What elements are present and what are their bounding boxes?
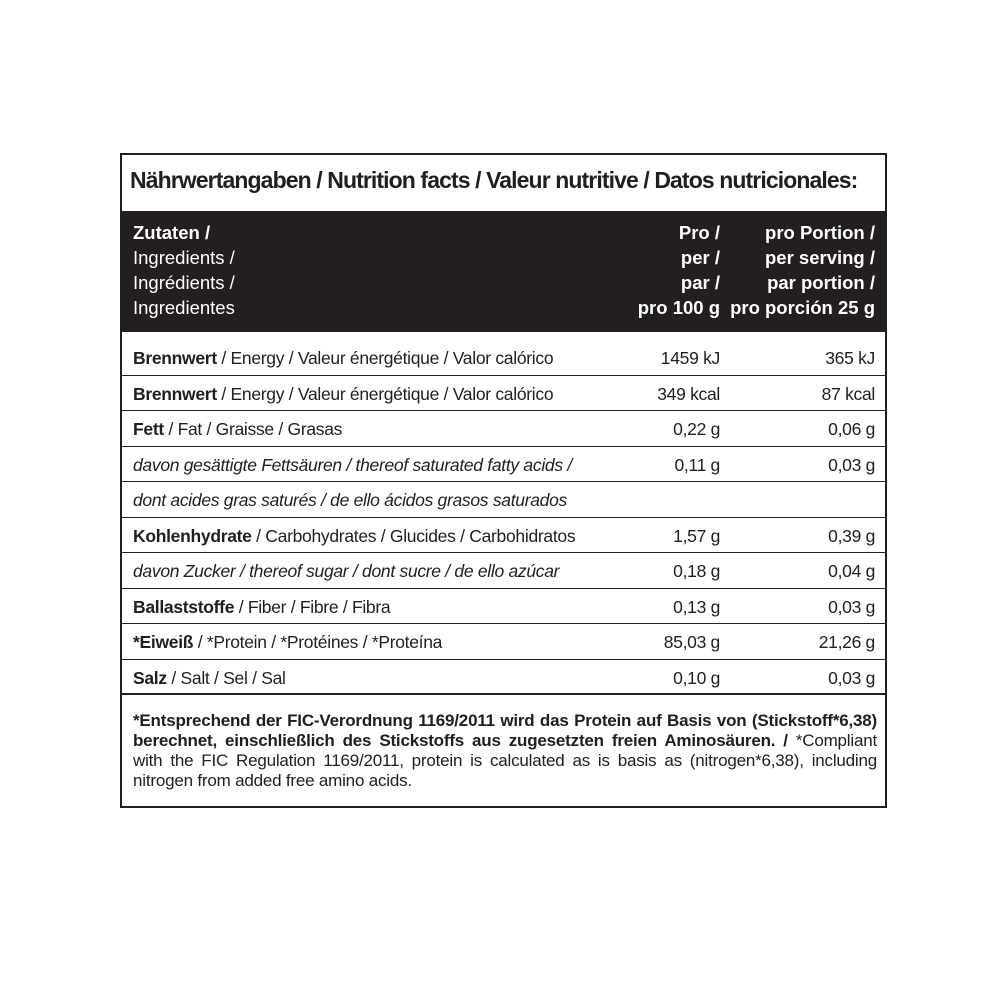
header-ingredients-line: Ingrédients / — [133, 272, 235, 293]
protein-footnote — [133, 711, 877, 791]
value-per-100g: 0,22 g — [673, 419, 720, 439]
row-label — [133, 419, 342, 440]
row-label-italic: davon gesättigte Fettsäuren / thereof saturated fatty acids / — [133, 454, 572, 475]
row-label — [133, 632, 442, 653]
table-row-energy-kcal — [122, 376, 885, 412]
header-per-serving — [730, 220, 875, 320]
value-per-serving: 0,06 g — [828, 419, 875, 439]
table-row-energy-kj — [122, 340, 885, 376]
value-per-100g: 1,57 g — [673, 525, 720, 546]
header-serving-line: pro porción 25 g — [730, 297, 875, 318]
row-label — [133, 597, 390, 618]
row-label-bold: Ballaststoffe — [133, 596, 235, 617]
row-label-rest: / Energy / Valeur énergétique / Valor calórico — [216, 383, 554, 404]
value-per-100g: 0,13 g — [673, 596, 720, 617]
header-ingredients — [133, 220, 235, 320]
value-per-100g: 349 kcal — [657, 383, 720, 404]
value-per-serving: 365 kJ — [825, 348, 875, 368]
table-row-sugar — [122, 553, 885, 589]
panel-title: Nährwertangaben / Nutrition facts / Valeur nutritive / Datos nutricionales: — [130, 167, 858, 193]
table-row-fiber — [122, 589, 885, 625]
header-per100-line: pro 100 g — [637, 297, 720, 318]
header-per100-line: Pro / — [678, 222, 720, 243]
row-label-italic: dont acides gras saturés / de ello ácidos grasos saturados — [133, 490, 567, 510]
row-label-rest: / Energy / Valeur énergétique / Valor calórico — [216, 348, 554, 368]
value-per-serving: 0,04 g — [828, 561, 875, 581]
value-per-100g: 1459 kJ — [660, 348, 720, 368]
value-per-serving: 87 kcal — [821, 383, 875, 404]
header-per-100g — [638, 220, 720, 320]
footnote-text: *Compliant with the FIC Regulation 1169/2011, protein is calculated as is basis as (nitrogen*6,38), including nitrogen from added free amino acids. — [133, 731, 877, 790]
row-label-rest: / Carbohydrates / Glucides / Carbohidratos — [251, 525, 576, 546]
row-label — [133, 526, 575, 547]
header-ingredients-line: Ingredients / — [133, 247, 235, 268]
header-per100-line: per / — [680, 247, 720, 268]
row-label-bold: Fett — [133, 419, 164, 439]
value-per-100g: 85,03 g — [663, 632, 720, 652]
table-row-carbohydrates — [122, 518, 885, 554]
table-row-fat — [122, 411, 885, 447]
row-label-bold: Brennwert — [133, 348, 217, 368]
row-label-bold: Kohlenhydrate — [133, 525, 252, 546]
table-row-salt — [122, 660, 885, 696]
row-label — [133, 384, 553, 405]
header-serving-line: pro Portion / — [765, 222, 875, 243]
value-per-100g: 0,11 g — [674, 454, 720, 475]
header-serving-line: par portion / — [767, 272, 875, 293]
row-label-rest: / Fat / Graisse / Grasas — [163, 419, 343, 439]
table-row-saturated-fat-continued — [122, 482, 885, 518]
value-per-serving: 0,03 g — [828, 596, 875, 617]
footnote-bold: *Entsprechend der FIC-Verordnung 1169/2011 wird das Protein auf Basis von (Stickstoff*6,38) berechnet, einschließlich des Stickstoffs aus zugesetzten freien Aminosäuren. / — [133, 711, 877, 750]
header-per100-line: par / — [680, 272, 720, 293]
value-per-100g: 0,18 g — [673, 561, 720, 581]
row-label-rest: / *Protein / *Protéines / *Proteína — [193, 632, 443, 652]
value-per-serving: 21,26 g — [818, 632, 875, 652]
table-row-protein — [122, 624, 885, 660]
row-label — [133, 668, 286, 689]
header-serving-line: per serving / — [764, 247, 875, 268]
row-label-rest: / Salt / Sel / Sal — [166, 667, 286, 688]
row-label-rest: / Fiber / Fibre / Fibra — [234, 596, 391, 617]
table-header — [122, 211, 885, 332]
row-label-bold: Brennwert — [133, 383, 217, 404]
table-row-saturated-fat — [122, 447, 885, 483]
value-per-serving: 0,03 g — [828, 454, 875, 475]
row-label-bold: Salz — [133, 667, 167, 688]
header-ingredients-line: Zutaten / — [133, 222, 211, 243]
nutrition-facts-panel — [120, 153, 887, 808]
value-per-serving: 0,39 g — [828, 525, 875, 546]
row-label-bold: *Eiweiß — [133, 632, 194, 652]
header-ingredients-line: Ingredientes — [133, 297, 235, 318]
row-label — [133, 348, 553, 369]
value-per-serving: 0,03 g — [828, 667, 875, 688]
row-label-italic: davon Zucker / thereof sugar / dont sucre / de ello azúcar — [133, 561, 560, 581]
value-per-100g: 0,10 g — [673, 667, 720, 688]
